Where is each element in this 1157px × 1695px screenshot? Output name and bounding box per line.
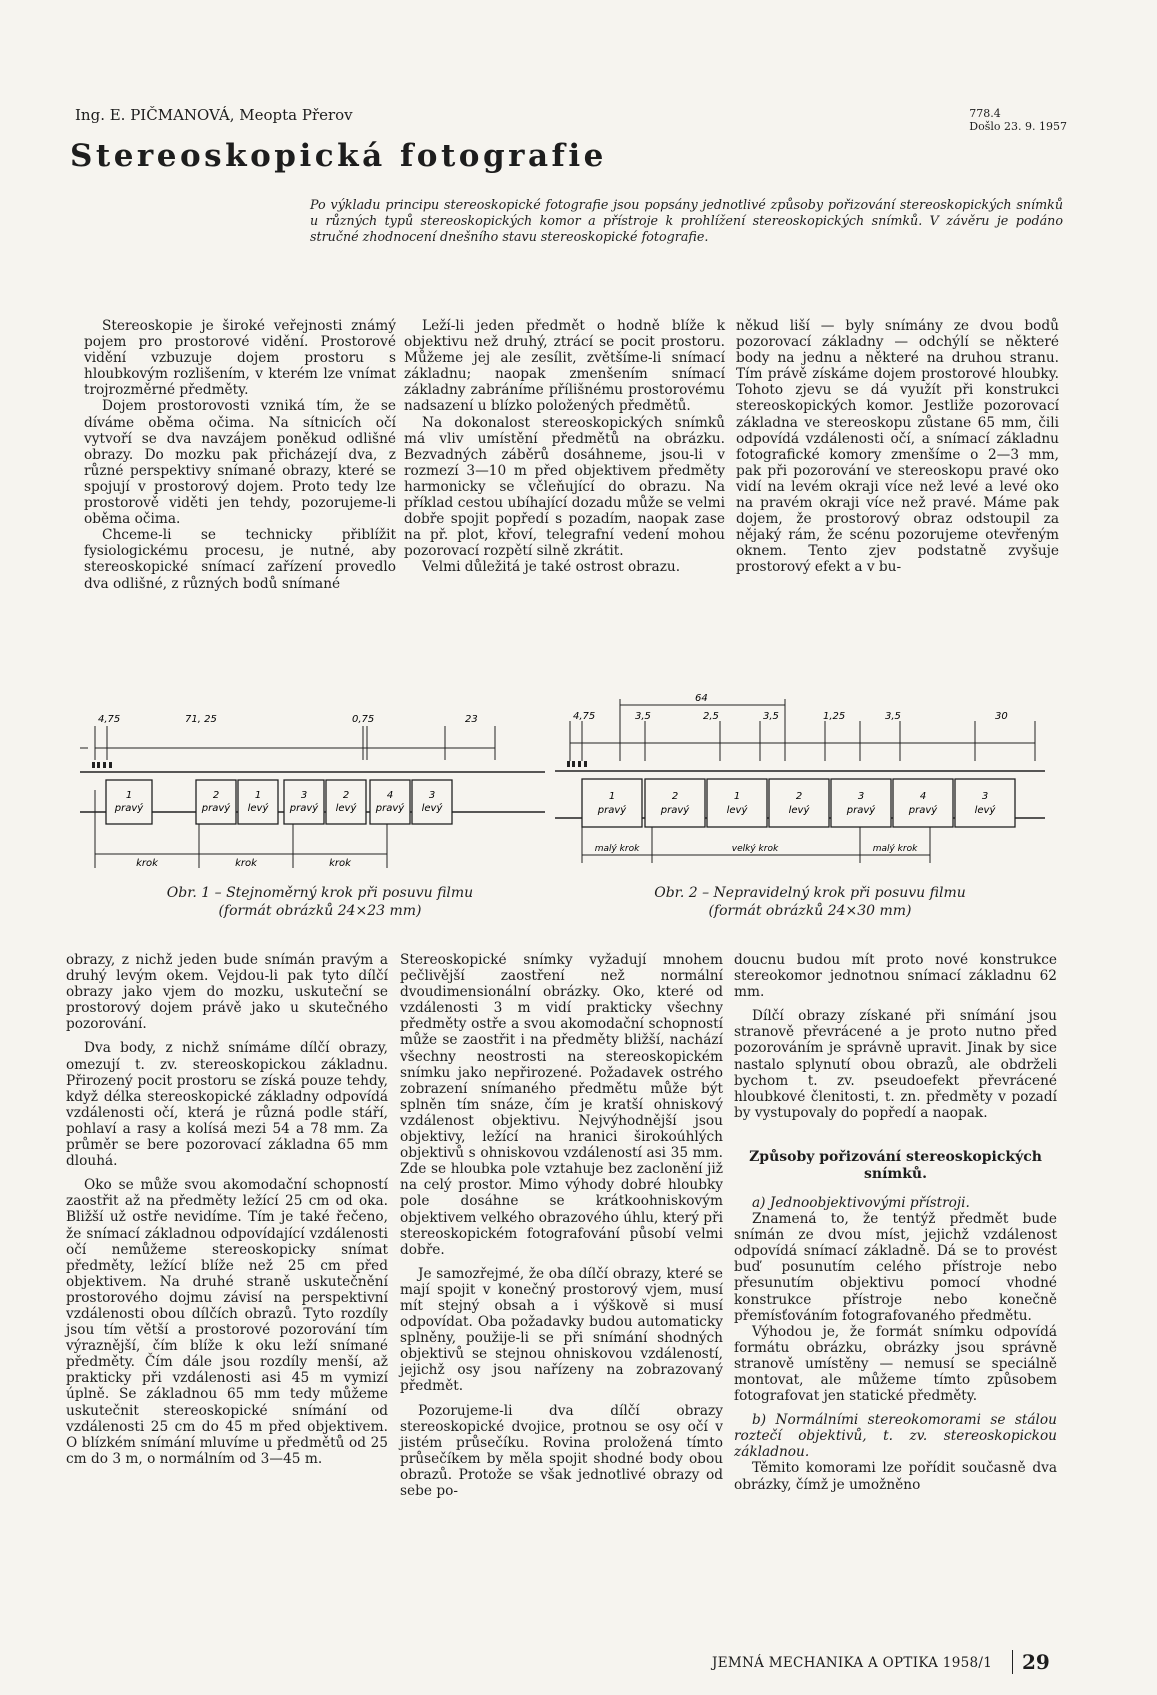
paragraph: Je samozřejmé, že oba dílčí obrazy, které se mají spojit v konečný prostorový vjem, musí mít stejný obsah a i výškově si musí odpovídat. Oba požadavky budou automaticky splněny, použije-li se při snímání shodných objektivů se stejnou ohniskovou vzdáleností, jejichž osy jsou nařízeny na zobrazovaný předmět. xyxy=(400,1265,723,1395)
frame-number: 1 xyxy=(254,790,262,801)
footer-separator xyxy=(1012,1650,1013,1674)
frame-number: 2 xyxy=(212,790,220,801)
column-1-bottom xyxy=(66,952,388,1467)
fig1-perforations xyxy=(92,762,112,768)
paragraph: Velmi důležitá je také ostrost obrazu. xyxy=(422,559,681,576)
figure-1-diagram xyxy=(80,700,550,875)
step-label: velký krok xyxy=(731,844,779,854)
fig2-dim-label: 3,5 xyxy=(763,711,779,722)
step-label: krok xyxy=(136,858,158,869)
frame-side: levý xyxy=(974,805,996,816)
fig1-frames xyxy=(106,780,452,824)
column-1-top xyxy=(84,318,396,592)
fig1-dim-label: 0,75 xyxy=(352,714,375,725)
frame-side: levý xyxy=(788,805,810,816)
step-label: malý krok xyxy=(594,844,640,854)
article-title: Stereoskopická fotografie xyxy=(70,138,607,174)
frame-side: pravý xyxy=(201,803,231,814)
fig2-perforations xyxy=(567,761,587,767)
frame-side: levý xyxy=(247,803,269,814)
frame-number: 3 xyxy=(428,790,436,801)
subsection-heading: b) Normálními stereokomorami se stálou roztečí objektivů, t. zv. stereoskopickou základnou. xyxy=(734,1412,1057,1461)
step-label: krok xyxy=(329,858,351,869)
frame-number: 1 xyxy=(733,791,741,802)
frame-number: 2 xyxy=(795,791,803,802)
fig1-dim-label: 4,75 xyxy=(98,714,121,725)
paragraph: Na dokonalost stereoskopických snímků má vliv umístění předmětů na obrázku. Bezvadných záběrů dosáhneme, jsou-li v rozmezí 3—10 m před objektivem předměty harmonicky se včleňující do obrazu. Na příklad cestou ubíhající dozadu může se velmi dobře spojit popředí s pozadím, naopak zase na př. plot, křoví, telegrafní vedení mohou pozorovací rozpětí silně zkrátit. xyxy=(404,414,725,560)
figure-2-caption xyxy=(610,884,1010,920)
paragraph: Chceme-li se technicky přiblížit fysiologickému procesu, je nutné, aby stereoskopické snímací zařízení provedlo dva odlišné, z různých bodů snímané xyxy=(84,527,396,592)
paragraph: Dílčí obrazy získané při snímání jsou stranově převrácené a je proto nutno před pozorováním je správně upravit. Jinak by sice nastalo splynutí obou obrazů, ale obdrželi bychom t. zv. pseudoefekt převrácené hloubkové členitosti, t. zn. předměty v pozadí by vystupovaly do popředí a naopak. xyxy=(734,1008,1057,1121)
fig2-dim-label: 2,5 xyxy=(703,711,719,722)
page-number: 29 xyxy=(1022,1650,1050,1674)
paragraph: někud liší — byly snímány ze dvou bodů pozorovací základny — odchýlí se některé body na jednu a některé na druhou stranu. Tím právě získáme dojem prostorové hloubky. Tohoto zjevu se dá využít při konstrukci stereoskopických komor. Jestliže pozorovací základna ve stereoskopu zůstane 65 mm, čili odpovídá vzdálenosti očí, a snímací základnu fotografické komory zmenšíme o 2—3 mm, pak při pozorování ve stereoskopu pravé oko vidí na levém okraji více než levé a levé oko na pravém okraji více než pravé. Máme pak dojem, že prostorový obraz odstoupil za nějaký rám, že scénu pozorujeme otevřeným oknem. Tento zjev podstatně zvyšuje prostorový efekt a v bu- xyxy=(736,318,1059,576)
figure-2-diagram xyxy=(555,683,1050,873)
frame-side: pravý xyxy=(660,805,690,816)
frame-number: 2 xyxy=(342,790,350,801)
caption-line: Obr. 2 – Nepravidelný krok při posuvu filmu xyxy=(654,885,966,901)
frame-side: pravý xyxy=(908,805,938,816)
fig2-dim-label: 30 xyxy=(995,711,1008,722)
frame-side: pravý xyxy=(114,803,144,814)
caption-line: (formát obrázků 24×23 mm) xyxy=(218,903,422,919)
frame-side: levý xyxy=(421,803,443,814)
author-line: Ing. E. PIČMANOVÁ, Meopta Přerov xyxy=(75,106,353,124)
paragraph: Znamená to, že tentýž předmět bude snímán ze dvou míst, jejichž vzdálenost odpovídá snímací základně. Dá se to provést buď posunutím celého přístroje nebo přesunutím objektivu pomocí vhodné konstrukce přístroje nebo konečně přemísťováním fotografovaného předmětu. xyxy=(734,1211,1057,1324)
caption-line: (formát obrázků 24×30 mm) xyxy=(708,903,912,919)
paragraph: Pozorujeme-li dva dílčí obrazy stereoskopické dvojice, protnou se osy očí v jistém průsečíku. Rovina proložená tímto průsečíkem by měla spojit shodné body obou obrazů. Protože se však jednotlivé obrazy od sebe po- xyxy=(400,1402,723,1499)
paragraph: Dojem prostorovosti vzniká tím, že se díváme oběma očima. Na sítnicích očí vytvoří se dva navzájem poněkud odlišné obrazy. Do mozku pak přicházejí dva, z různé perspektivy snímané obrazy, které se spojují v prostorový dojem. Proto tedy lze prostorově viděti jen tehdy, pozorujeme-li oběma očima. xyxy=(84,398,396,528)
fig2-dim-label: 4,75 xyxy=(573,711,596,722)
column-2-top xyxy=(404,318,725,576)
subsection-heading: a) Jednoobjektivovými přístroji. xyxy=(752,1194,970,1211)
paragraph: Oko se může svou akomodační schopností zaostřit až na předměty ležící 25 cm od oka. Bližší už ostře nevidíme. Tím je také řečeno, že snímací základnou odpovídající vzdálenosti očí nemůžeme stereoskopicky snímat předměty, ležící blíže než 25 cm před objektivem. Na druhé straně uskutečnění prostorového dojmu závisí na perspektivní vzdálenosti obou dílčích obrazů. Tyto rozdíly jsou tím větší a prostorové pozorování tím výraznější, čím blíže k oku leží snímané předměty. Čím dále jsou rozdíly menší, až prakticky při vzdálenosti asi 45 m vymizí úplně. Se základnou 65 mm tedy můžeme uskutečnit stereoskopické snímání od vzdálenosti 25 cm do 45 m před objektivem. O blízkém snímání mluvíme u předmětů od 25 cm do 3 m, o normálním od 3—45 m. xyxy=(66,1177,388,1467)
paragraph: Dva body, z nichž snímáme dílčí obrazy, omezují t. zv. stereoskopickou základnu. Přirozený pocit prostoru se získá pouze tehdy, když délka stereoskopické základny odpovídá vzdálenosti očí, která je různá podle stáří, pohlaví a rasy a kolísá mezi 54 a 78 mm. Za průměr se bere pozorovací základna 65 mm dlouhá. xyxy=(66,1040,388,1170)
paragraph: Leží-li jeden předmět o hodně blíže k objektivu než druhý, ztrácí se pocit prostoru. Můžeme jej ale zesílit, zvětšíme-li snímací základnu; naopak zmenšením snímací základny zabráníme přílišnému prostorovému nadsazení u blízko položených předmětů. xyxy=(404,318,725,415)
figure-1-caption xyxy=(120,884,520,920)
fig2-dim-label: 1,25 xyxy=(823,711,846,722)
frame-number: 1 xyxy=(125,790,133,801)
frame-side: levý xyxy=(335,803,357,814)
fig2-dim-label: 64 xyxy=(695,693,708,704)
frame-number: 4 xyxy=(919,791,927,802)
paragraph: Výhodou je, že formát snímku odpovídá formátu obrázku, obrázky jsou správně stranově umístěny — nemusí se speciálně montovat, ale můžeme tímto způsobem fotografovat jen statické předměty. xyxy=(734,1323,1057,1405)
fig2-frames xyxy=(582,779,1015,827)
paragraph: Těmito komorami lze pořídit současně dva obrázky, čímž je umožněno xyxy=(734,1460,1057,1493)
section-heading: Způsoby pořizování stereoskopických snímků. xyxy=(749,1148,1042,1182)
fig1-dim-label: 71, 25 xyxy=(185,714,217,725)
paragraph: Stereoskopické snímky vyžadují mnohem pečlivější zaostření než normální dvoudimensionální obrázky. Oko, které od vzdálenosti 3 m vidí prakticky všechny předměty ostře a svou akomodační schopností může se zaostřit i na předměty bližší, nachází všechny neostrosti na stereoskopickém snímku jako nepřirozené. Požadavek ostrého zobrazení snímaného předmětu může být splněn tím snáze, čím je kratší ohniskový vzdálenost objektivu. Nejvýhodnější jsou objektivy, ležící na hranici širokoúhlých objektivů s ohniskovou vzdáleností asi 35 mm. Zde se hloubka pole vztahuje bez zaclonění již na celý prostor. Mimo výhody dobré hloubky pole dosáhne se krátkoohniskovým objektivem velkého obrazového úhlu, který při stereoskopickém fotografování působí velmi dobře. xyxy=(400,952,723,1258)
fig2-dim-label: 3,5 xyxy=(635,711,651,722)
fig1-dim-label: 23 xyxy=(465,714,478,725)
step-label: malý krok xyxy=(872,844,918,854)
frame-number: 2 xyxy=(671,791,679,802)
caption-line: Obr. 1 – Stejnoměrný krok při posuvu filmu xyxy=(166,885,474,901)
frame-number: 3 xyxy=(981,791,989,802)
frame-number: 3 xyxy=(857,791,865,802)
frame-side: pravý xyxy=(846,805,876,816)
journal-footer: JEMNÁ MECHANIKA A OPTIKA 1958/1 xyxy=(712,1655,993,1671)
column-2-bottom xyxy=(400,952,723,1499)
paragraph: Stereoskopie je široké veřejnosti známý pojem pro prostorové vidění. Prostorové vidění vzbuzuje dojem prostoru s hloubkovým rozlišením, v kterém lze vnímat trojrozměrné předměty. xyxy=(84,318,396,399)
step-label: krok xyxy=(235,858,257,869)
frame-number: 4 xyxy=(386,790,394,801)
abstract: Po výkladu principu stereoskopické fotografie jsou popsány jednotlivé způsoby pořizování stereoskopických snímků u různých typů stereoskopických komor a přístroje k prohlížení stereoskopických snímků. V závěru je podáno stručné zhodnocení dnešního stavu stereoskopické fotografie. xyxy=(310,197,1063,244)
frame-side: pravý xyxy=(597,805,627,816)
frame-number: 1 xyxy=(608,791,616,802)
paragraph: doucnu budou mít proto nové konstrukce stereokomor jednotnou snímací základnu 62 mm. xyxy=(734,952,1057,1001)
fig2-dim-label: 3,5 xyxy=(885,711,901,722)
paragraph: obrazy, z nichž jeden bude snímán pravým a druhý levým okem. Vejdou-li pak tyto dílčí obrazy jako vjem do mozku, uskuteční se prostorový dojem právě jako u skutečného pozorování. xyxy=(66,952,388,1033)
udc-block xyxy=(969,107,1067,133)
frame-side: pravý xyxy=(289,803,319,814)
column-3-top xyxy=(736,318,1059,576)
received-date: Došlo 23. 9. 1957 xyxy=(969,120,1067,133)
frame-number: 3 xyxy=(300,790,308,801)
column-3-bottom xyxy=(734,952,1057,1493)
udc-code: 778.4 xyxy=(969,107,1001,120)
frame-side: pravý xyxy=(375,803,405,814)
frame-side: levý xyxy=(726,805,748,816)
